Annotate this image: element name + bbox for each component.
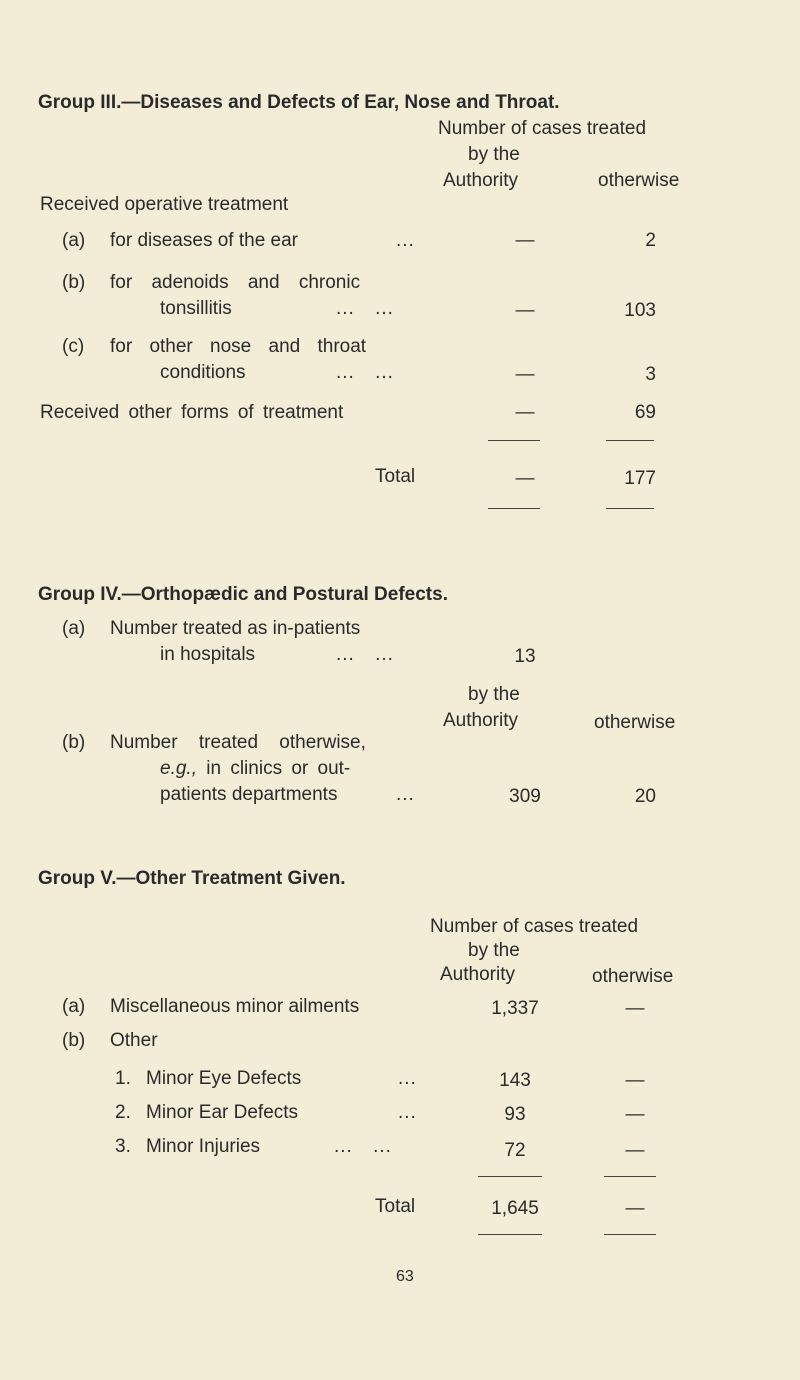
subtotal-rule (604, 1176, 656, 1177)
group4-col-otherwise: otherwise (594, 712, 676, 733)
row-marker: (b) (62, 732, 86, 753)
total-otherwise: 177 (624, 468, 656, 489)
group3-col-authority: Authority (443, 170, 518, 191)
leader-dots: ... ... (336, 644, 394, 665)
group5-col-authority: Authority (440, 964, 515, 985)
group5-total-label: Total (375, 1196, 416, 1217)
group4-a-value: 13 (514, 646, 536, 667)
subtotal-rule (606, 440, 654, 441)
cell-otherwise: — (625, 1104, 645, 1125)
leader-dots: ... (398, 1068, 417, 1089)
row-marker: (b) (62, 272, 86, 293)
group4-heading: Group IV.—Orthopædic and Postural Defects. (38, 584, 448, 605)
subtotal-rule (478, 1176, 542, 1177)
item-number: 3. (115, 1136, 131, 1157)
cell-otherwise: — (625, 1140, 645, 1161)
group3-col-otherwise: otherwise (598, 170, 680, 191)
group5-b-label: Other (110, 1030, 158, 1051)
leader-dots: ... (398, 1102, 417, 1123)
leader-dots: ... (396, 230, 415, 251)
group3-other-label: Received other forms of treatment (40, 402, 344, 423)
item-label: Minor Eye Defects (146, 1068, 302, 1089)
cell-authority: 1,337 (491, 998, 539, 1019)
cell-authority: — (515, 230, 535, 251)
group3-section-label: Received operative treatment (40, 194, 289, 215)
group5-heading: Group V.—Other Treatment Given. (38, 868, 346, 889)
row-marker: (b) (62, 1030, 86, 1051)
row-label: for diseases of the ear (110, 230, 298, 251)
row-label-line1: for other nose and throat (110, 336, 367, 357)
item-label: Minor Ear Defects (146, 1102, 299, 1123)
group4-a-line1: Number treated as in-patients (110, 618, 361, 639)
group4-col-by: by the (468, 684, 520, 705)
eg-italic: e.g., (160, 758, 197, 779)
cell-authority: 72 (504, 1140, 526, 1161)
group4-a-line2: in hospitals (160, 644, 256, 665)
group4-b-line1: Number treated otherwise, (110, 732, 366, 753)
row-marker: (a) (62, 996, 86, 1017)
group4-col-authority: Authority (443, 710, 518, 731)
item-number: 2. (115, 1102, 131, 1123)
row-marker: (c) (62, 336, 85, 357)
row-label-line2: conditions (160, 362, 246, 383)
group5-col-otherwise: otherwise (592, 966, 674, 987)
group3-heading: Group III.—Diseases and Defects of Ear, Nose and Throat. (38, 92, 560, 113)
cell-authority: — (515, 364, 535, 385)
cell-otherwise: 69 (634, 402, 656, 423)
total-rule (604, 1234, 656, 1235)
total-authority: — (515, 468, 535, 489)
item-number: 1. (115, 1068, 131, 1089)
leader-dots: ... ... (336, 362, 394, 383)
row-label-line2: tonsillitis (160, 298, 232, 319)
total-otherwise: — (625, 1198, 645, 1219)
cell-otherwise: 3 (645, 364, 656, 385)
row-marker: (a) (62, 618, 86, 639)
page-number: 63 (396, 1268, 414, 1285)
leader-dots: ... (396, 784, 415, 805)
cell-otherwise: 2 (645, 230, 656, 251)
total-authority: 1,645 (491, 1198, 539, 1219)
group4-b-line3: patients departments (160, 784, 338, 805)
group4-b-otherwise: 20 (634, 786, 656, 807)
row-label-line1: for adenoids and chronic (110, 272, 361, 293)
row-marker: (a) (62, 230, 86, 251)
cell-authority: — (515, 402, 535, 423)
cell-otherwise: 103 (624, 300, 656, 321)
total-rule (488, 508, 540, 509)
group3-total-label: Total (375, 466, 416, 487)
group3-col-by: by the (468, 144, 520, 165)
group5-a-label: Miscellaneous minor ailments (110, 996, 360, 1017)
cell-otherwise: — (625, 1070, 645, 1091)
group5-col-by: by the (468, 940, 520, 961)
cell-authority: 93 (504, 1104, 526, 1125)
total-rule (606, 508, 654, 509)
group5-col-group: Number of cases treated (430, 916, 639, 937)
cell-otherwise: — (625, 998, 645, 1019)
group4-b-line2 (160, 758, 350, 780)
total-rule (478, 1234, 542, 1235)
leader-dots: ... ... (334, 1136, 392, 1157)
group4-b-authority: 309 (509, 786, 541, 807)
subtotal-rule (488, 440, 540, 441)
item-label: Minor Injuries (146, 1136, 261, 1157)
group3-col-group: Number of cases treated (438, 118, 647, 139)
group4-b-line2-rest: in clinics or out- (206, 758, 351, 779)
cell-authority: — (515, 300, 535, 321)
cell-authority: 143 (499, 1070, 531, 1091)
leader-dots: ... ... (336, 298, 394, 319)
